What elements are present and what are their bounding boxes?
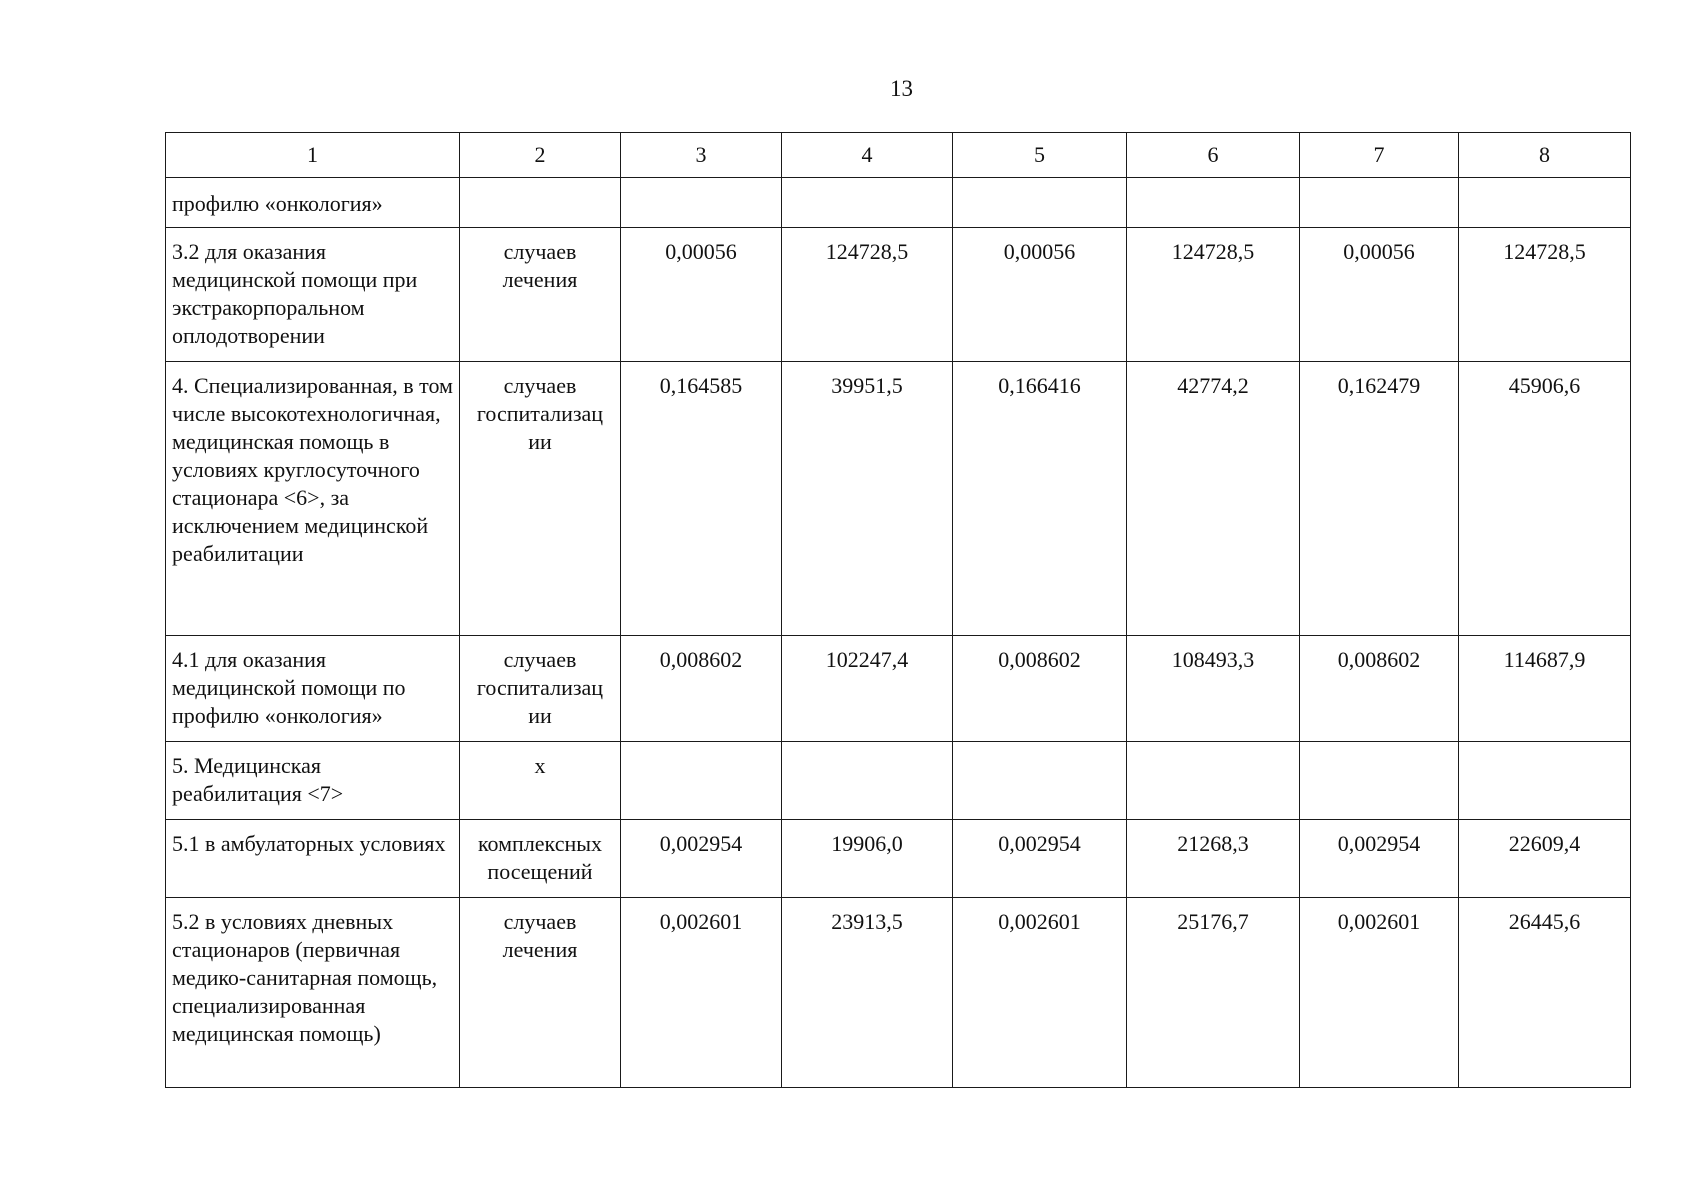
row-unit: х — [460, 742, 621, 820]
row-value — [621, 742, 782, 820]
row-value: 0,008602 — [621, 636, 782, 742]
row-value: 45906,6 — [1459, 362, 1631, 636]
row-unit: комплексных посещений — [460, 820, 621, 898]
row-value: 19906,0 — [782, 820, 953, 898]
column-header-3: 3 — [621, 133, 782, 178]
table-row — [166, 898, 1631, 1088]
column-header-2: 2 — [460, 133, 621, 178]
row-value: 108493,3 — [1127, 636, 1300, 742]
row-name: 3.2 для оказания медицинской помощи при экстракорпоральном оплодотворении — [166, 228, 460, 362]
row-value — [782, 742, 953, 820]
row-value — [1127, 742, 1300, 820]
row-value — [1459, 742, 1631, 820]
row-unit: случаев госпитализац ии — [460, 362, 621, 636]
row-value: 124728,5 — [1127, 228, 1300, 362]
row-name: 4. Специализированная, в том числе высокотехнологичная, медицинская помощь в условиях круглосуточного стационара <6>, за исключением медицинской реабилитации — [166, 362, 460, 636]
column-header-4: 4 — [782, 133, 953, 178]
row-value — [1300, 742, 1459, 820]
table-row — [166, 228, 1631, 362]
row-value: 21268,3 — [1127, 820, 1300, 898]
table-row — [166, 362, 1631, 636]
row-value — [621, 178, 782, 228]
row-value: 0,002601 — [621, 898, 782, 1088]
data-table — [165, 132, 1631, 1088]
table-row — [166, 636, 1631, 742]
row-name: 5.2 в условиях дневных стационаров (первичная медико-санитарная помощь, специализированная медицинская помощь) — [166, 898, 460, 1088]
row-value: 0,008602 — [953, 636, 1127, 742]
row-unit: случаев лечения — [460, 228, 621, 362]
column-header-1: 1 — [166, 133, 460, 178]
row-name: 4.1 для оказания медицинской помощи по профилю «онкология» — [166, 636, 460, 742]
column-header-5: 5 — [953, 133, 1127, 178]
row-value — [1127, 178, 1300, 228]
row-name: профилю «онкология» — [166, 178, 460, 228]
table-row — [166, 178, 1631, 228]
row-value: 0,00056 — [621, 228, 782, 362]
row-value: 0,002954 — [621, 820, 782, 898]
row-value — [953, 742, 1127, 820]
row-value: 26445,6 — [1459, 898, 1631, 1088]
row-value: 0,002954 — [1300, 820, 1459, 898]
table-row — [166, 742, 1631, 820]
row-value: 23913,5 — [782, 898, 953, 1088]
row-value: 0,002954 — [953, 820, 1127, 898]
row-value: 0,164585 — [621, 362, 782, 636]
row-value: 0,162479 — [1300, 362, 1459, 636]
column-header-6: 6 — [1127, 133, 1300, 178]
row-unit — [460, 178, 621, 228]
column-header-8: 8 — [1459, 133, 1631, 178]
table-row — [166, 820, 1631, 898]
row-value — [782, 178, 953, 228]
page-number: 13 — [890, 76, 913, 101]
row-value: 42774,2 — [1127, 362, 1300, 636]
row-value — [1459, 178, 1631, 228]
row-name: 5.1 в амбулаторных условиях — [166, 820, 460, 898]
row-value: 0,166416 — [953, 362, 1127, 636]
row-value: 124728,5 — [782, 228, 953, 362]
row-value: 39951,5 — [782, 362, 953, 636]
row-value: 0,008602 — [1300, 636, 1459, 742]
table-header-row — [166, 133, 1631, 178]
row-value: 22609,4 — [1459, 820, 1631, 898]
row-name: 5. Медицинская реабилитация <7> — [166, 742, 460, 820]
row-value: 0,002601 — [1300, 898, 1459, 1088]
row-unit: случаев госпитализац ии — [460, 636, 621, 742]
row-unit: случаев лечения — [460, 898, 621, 1088]
row-value: 0,00056 — [953, 228, 1127, 362]
row-value: 102247,4 — [782, 636, 953, 742]
row-value: 25176,7 — [1127, 898, 1300, 1088]
row-value: 114687,9 — [1459, 636, 1631, 742]
row-value: 124728,5 — [1459, 228, 1631, 362]
row-value — [1300, 178, 1459, 228]
row-value — [953, 178, 1127, 228]
row-value: 0,00056 — [1300, 228, 1459, 362]
row-value: 0,002601 — [953, 898, 1127, 1088]
column-header-7: 7 — [1300, 133, 1459, 178]
